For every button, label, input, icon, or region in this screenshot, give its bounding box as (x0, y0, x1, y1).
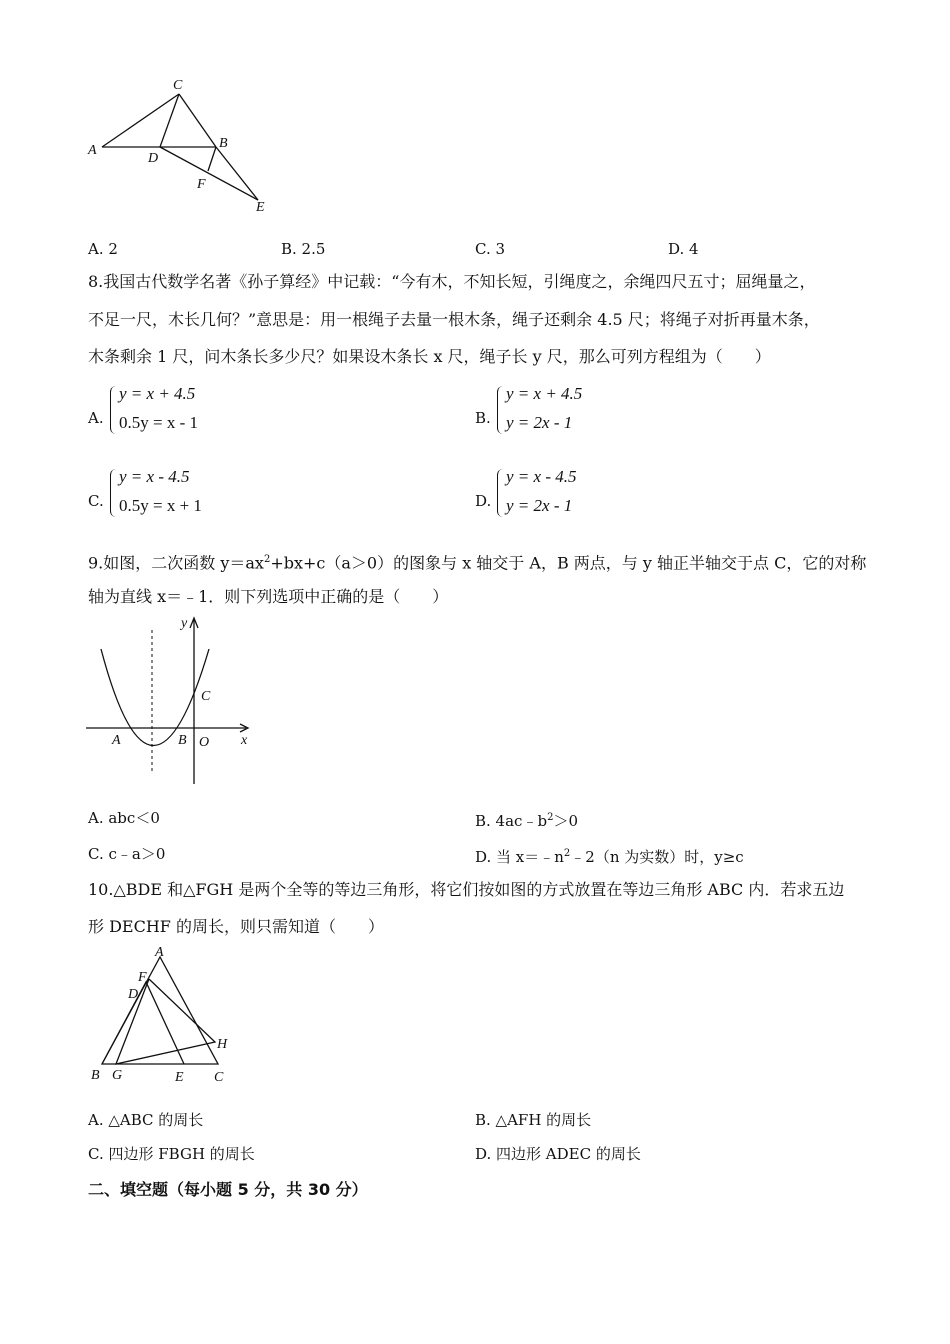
q10-option-a[interactable]: A. △ABC 的周长 (88, 1111, 204, 1129)
q8-text-line-3: 木条剩余 1 尺，问木条长多少尺？如果设木条长 x 尺，绳子长 y 尺，那么可列方程组为（ ） (88, 347, 771, 366)
q10-label-a: A (155, 945, 164, 960)
q10-label-h: H (217, 1037, 228, 1052)
q10-label-e: E (175, 1070, 184, 1085)
q7-option-b[interactable]: B. 2.5 (281, 240, 326, 258)
q9-option-b[interactable]: B. $4ac﹣b^2>0$ (475, 812, 578, 830)
q8-option-a-brace (110, 386, 117, 434)
q9-text-line-1: 9.如图，二次函数 $y=ax^2+bx+c(a>0)$的图象与 x 轴交于 A，B 两点，与 y 轴正半轴交于点 C，它的对称 (88, 553, 867, 573)
q10-label-g: G (112, 1068, 123, 1083)
q8-option-c[interactable] (88, 463, 388, 523)
q8-option-d[interactable] (475, 463, 775, 523)
q8-option-a[interactable] (88, 380, 388, 440)
q9-label-c: C (201, 689, 211, 704)
fig7-label-a: A (88, 143, 97, 158)
q8-option-b-eq1: y = x + 4.5 (506, 384, 583, 403)
q8-option-c-brace (110, 469, 117, 517)
q9-label-y: y (181, 616, 188, 631)
q8-option-d-label: D. (475, 492, 492, 510)
fig7-label-e: E (256, 200, 265, 215)
q8-option-b-brace (497, 386, 504, 434)
q8-text-line-2: 不足一尺，木长几何？”意思是：用一根绳子去量一根木条，绳子还剩余 4.5 尺；将绳子对折再量木条， (88, 310, 820, 329)
q10-label-d: D (128, 987, 139, 1002)
q8-option-a-eq1: y = x + 4.5 (119, 384, 196, 403)
q9-option-d[interactable]: D. 当 $x=﹣n^2﹣2(n$ 为实数）时，y≥c (475, 848, 744, 866)
q8-option-b-label: B. (475, 409, 491, 427)
q8-option-c-label: C. (88, 492, 104, 510)
q10-text-line-2: 形 DECHF 的周长，则只需知道（ ） (88, 917, 384, 936)
q8-option-d-eq1: y = x - 4.5 (506, 467, 577, 486)
q9-parabola-figure (80, 612, 260, 792)
q8-option-d-brace (497, 469, 504, 517)
q9-label-b: B (178, 733, 187, 748)
q8-option-d-eq2: y = 2x - 1 (506, 496, 573, 515)
q10-label-c: C (214, 1070, 224, 1085)
q10-text-line-1: 10.△BDE 和△FGH 是两个全等的等边三角形，将它们按如图的方式放置在等边三角形 ABC 内．若求五边 (88, 880, 845, 899)
q9-option-a[interactable]: A. abc＜0 (88, 809, 160, 827)
q7-option-c[interactable]: C. 3 (475, 240, 506, 258)
q8-option-c-eq2: 0.5y = x + 1 (119, 496, 202, 515)
q7-figure (80, 70, 280, 220)
fig7-label-c: C (173, 78, 183, 93)
q7-option-d[interactable]: D. 4 (668, 240, 699, 258)
section-2-heading: 二、填空题（每小题 5 分，共 30 分） (88, 1180, 368, 1199)
q10-label-f: F (138, 970, 147, 985)
q8-option-a-label: A. (88, 409, 104, 427)
q10-option-c[interactable]: C. 四边形 FBGH 的周长 (88, 1145, 255, 1163)
q8-option-a-eq2: 0.5y = x - 1 (119, 413, 198, 432)
q10-option-d[interactable]: D. 四边形 ADEC 的周长 (475, 1145, 641, 1163)
q7-option-a[interactable]: A. 2 (88, 240, 118, 258)
fig7-label-f: F (197, 177, 206, 192)
q9-option-c[interactable]: C. c﹣a＞0 (88, 845, 166, 863)
q9-label-a: A (112, 733, 121, 748)
fig7-label-b: B (219, 136, 228, 151)
q10-label-b: B (91, 1068, 100, 1083)
q10-option-b[interactable]: B. △AFH 的周长 (475, 1111, 592, 1129)
q10-triangle-figure (80, 945, 250, 1090)
q9-label-o: O (199, 735, 210, 750)
q8-option-b-eq2: y = 2x - 1 (506, 413, 573, 432)
q8-option-b[interactable] (475, 380, 775, 440)
fig7-label-d: D (148, 151, 159, 166)
q9-text-line-2: 轴为直线 x＝﹣1．则下列选项中正确的是（ ） (88, 587, 449, 606)
q9-label-x: x (241, 733, 248, 748)
q8-text-line-1: 8.我国古代数学名著《孙子算经》中记载：“今有木，不知长短，引绳度之，余绳四尺五寸；屈绳量之， (88, 272, 816, 291)
q8-option-c-eq1: y = x - 4.5 (119, 467, 190, 486)
